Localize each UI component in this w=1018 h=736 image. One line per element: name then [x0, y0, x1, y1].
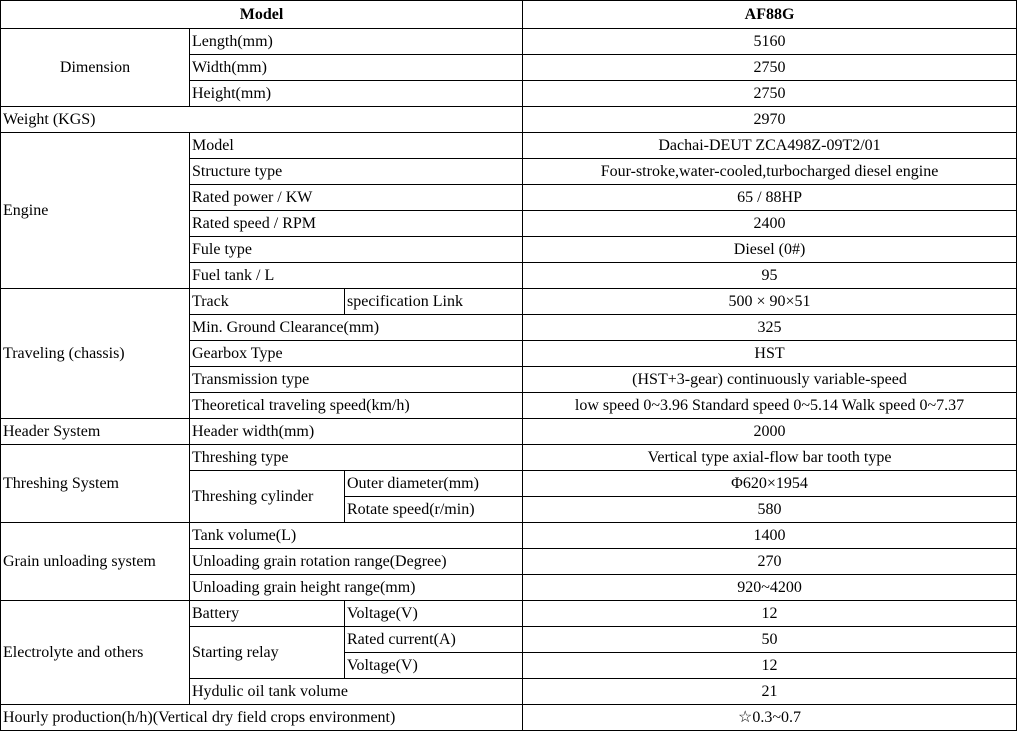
- relay-voltage-label: Voltage(V): [345, 653, 523, 679]
- transmission-label: Transmission type: [190, 367, 523, 393]
- height-range-label: Unloading grain height range(mm): [190, 575, 523, 601]
- gearbox-value: HST: [523, 341, 1017, 367]
- rotate-speed-label: Rotate speed(r/min): [345, 497, 523, 523]
- engine-model-label: Model: [190, 133, 523, 159]
- hourly-production-value: ☆0.3~0.7: [523, 705, 1017, 731]
- track-label: Track: [190, 289, 345, 315]
- tank-volume-value: 1400: [523, 523, 1017, 549]
- relay-voltage-value: 12: [523, 653, 1017, 679]
- rated-current-value: 50: [523, 627, 1017, 653]
- table-row: [1, 419, 1017, 445]
- battery-label: Battery: [190, 601, 345, 627]
- length-label: Length(mm): [190, 29, 523, 55]
- outer-diameter-label: Outer diameter(mm): [345, 471, 523, 497]
- fuel-type-label: Fule type: [190, 237, 523, 263]
- fuel-tank-value: 95: [523, 263, 1017, 289]
- rated-power-label: Rated power / KW: [190, 185, 523, 211]
- clearance-label: Min. Ground Clearance(mm): [190, 315, 523, 341]
- rated-current-label: Rated current(A): [345, 627, 523, 653]
- structure-type-label: Structure type: [190, 159, 523, 185]
- threshing-type-value: Vertical type axial-flow bar tooth type: [523, 445, 1017, 471]
- height-value: 2750: [523, 81, 1017, 107]
- battery-voltage-value: 12: [523, 601, 1017, 627]
- table-row: [1, 107, 1017, 133]
- table-row: [1, 289, 1017, 315]
- table-row: [1, 29, 1017, 55]
- fuel-type-value: Diesel (0#): [523, 237, 1017, 263]
- traveling-speed-label: Theoretical traveling speed(km/h): [190, 393, 523, 419]
- hydraulic-oil-label: Hydulic oil tank volume: [190, 679, 523, 705]
- grain-group-label: Grain unloading system: [1, 523, 190, 601]
- rated-power-value: 65 / 88HP: [523, 185, 1017, 211]
- engine-group-label: Engine: [1, 133, 190, 289]
- header-row: [1, 1, 1017, 29]
- tank-volume-label: Tank volume(L): [190, 523, 523, 549]
- track-value: 500 × 90×51: [523, 289, 1017, 315]
- gearbox-label: Gearbox Type: [190, 341, 523, 367]
- table-row: [1, 705, 1017, 731]
- table-row: [1, 601, 1017, 627]
- header-width-label: Header width(mm): [190, 419, 523, 445]
- fuel-tank-label: Fuel tank / L: [190, 263, 523, 289]
- traveling-speed-value: low speed 0~3.96 Standard speed 0~5.14 Walk speed 0~7.37: [523, 393, 1017, 419]
- header-width-value: 2000: [523, 419, 1017, 445]
- track-sub-label: specification Link: [345, 289, 523, 315]
- model-header-label: Model: [1, 1, 523, 29]
- dimension-group-label: Dimension: [1, 29, 190, 107]
- table-row: [1, 445, 1017, 471]
- outer-diameter-value: Φ620×1954: [523, 471, 1017, 497]
- rated-speed-label: Rated speed / RPM: [190, 211, 523, 237]
- threshing-cylinder-label: Threshing cylinder: [190, 471, 345, 523]
- length-value: 5160: [523, 29, 1017, 55]
- header-system-group-label: Header System: [1, 419, 190, 445]
- threshing-group-label: Threshing System: [1, 445, 190, 523]
- rotate-speed-value: 580: [523, 497, 1017, 523]
- electrolyte-group-label: Electrolyte and others: [1, 601, 190, 705]
- width-label: Width(mm): [190, 55, 523, 81]
- weight-label: Weight (KGS): [1, 107, 523, 133]
- table-row: [1, 133, 1017, 159]
- rotation-range-value: 270: [523, 549, 1017, 575]
- model-header-value: AF88G: [523, 1, 1017, 29]
- threshing-type-label: Threshing type: [190, 445, 523, 471]
- clearance-value: 325: [523, 315, 1017, 341]
- hourly-production-label: Hourly production(h/h)(Vertical dry field crops environment): [1, 705, 523, 731]
- starting-relay-label: Starting relay: [190, 627, 345, 679]
- engine-model-value: Dachai-DEUT ZCA498Z-09T2/01: [523, 133, 1017, 159]
- structure-type-value: Four-stroke,water-cooled,turbocharged diesel engine: [523, 159, 1017, 185]
- weight-value: 2970: [523, 107, 1017, 133]
- traveling-group-label: Traveling (chassis): [1, 289, 190, 419]
- table-row: [1, 523, 1017, 549]
- rotation-range-label: Unloading grain rotation range(Degree): [190, 549, 523, 575]
- height-range-value: 920~4200: [523, 575, 1017, 601]
- width-value: 2750: [523, 55, 1017, 81]
- height-label: Height(mm): [190, 81, 523, 107]
- rated-speed-value: 2400: [523, 211, 1017, 237]
- transmission-value: (HST+3-gear) continuously variable-speed: [523, 367, 1017, 393]
- hydraulic-oil-value: 21: [523, 679, 1017, 705]
- battery-voltage-label: Voltage(V): [345, 601, 523, 627]
